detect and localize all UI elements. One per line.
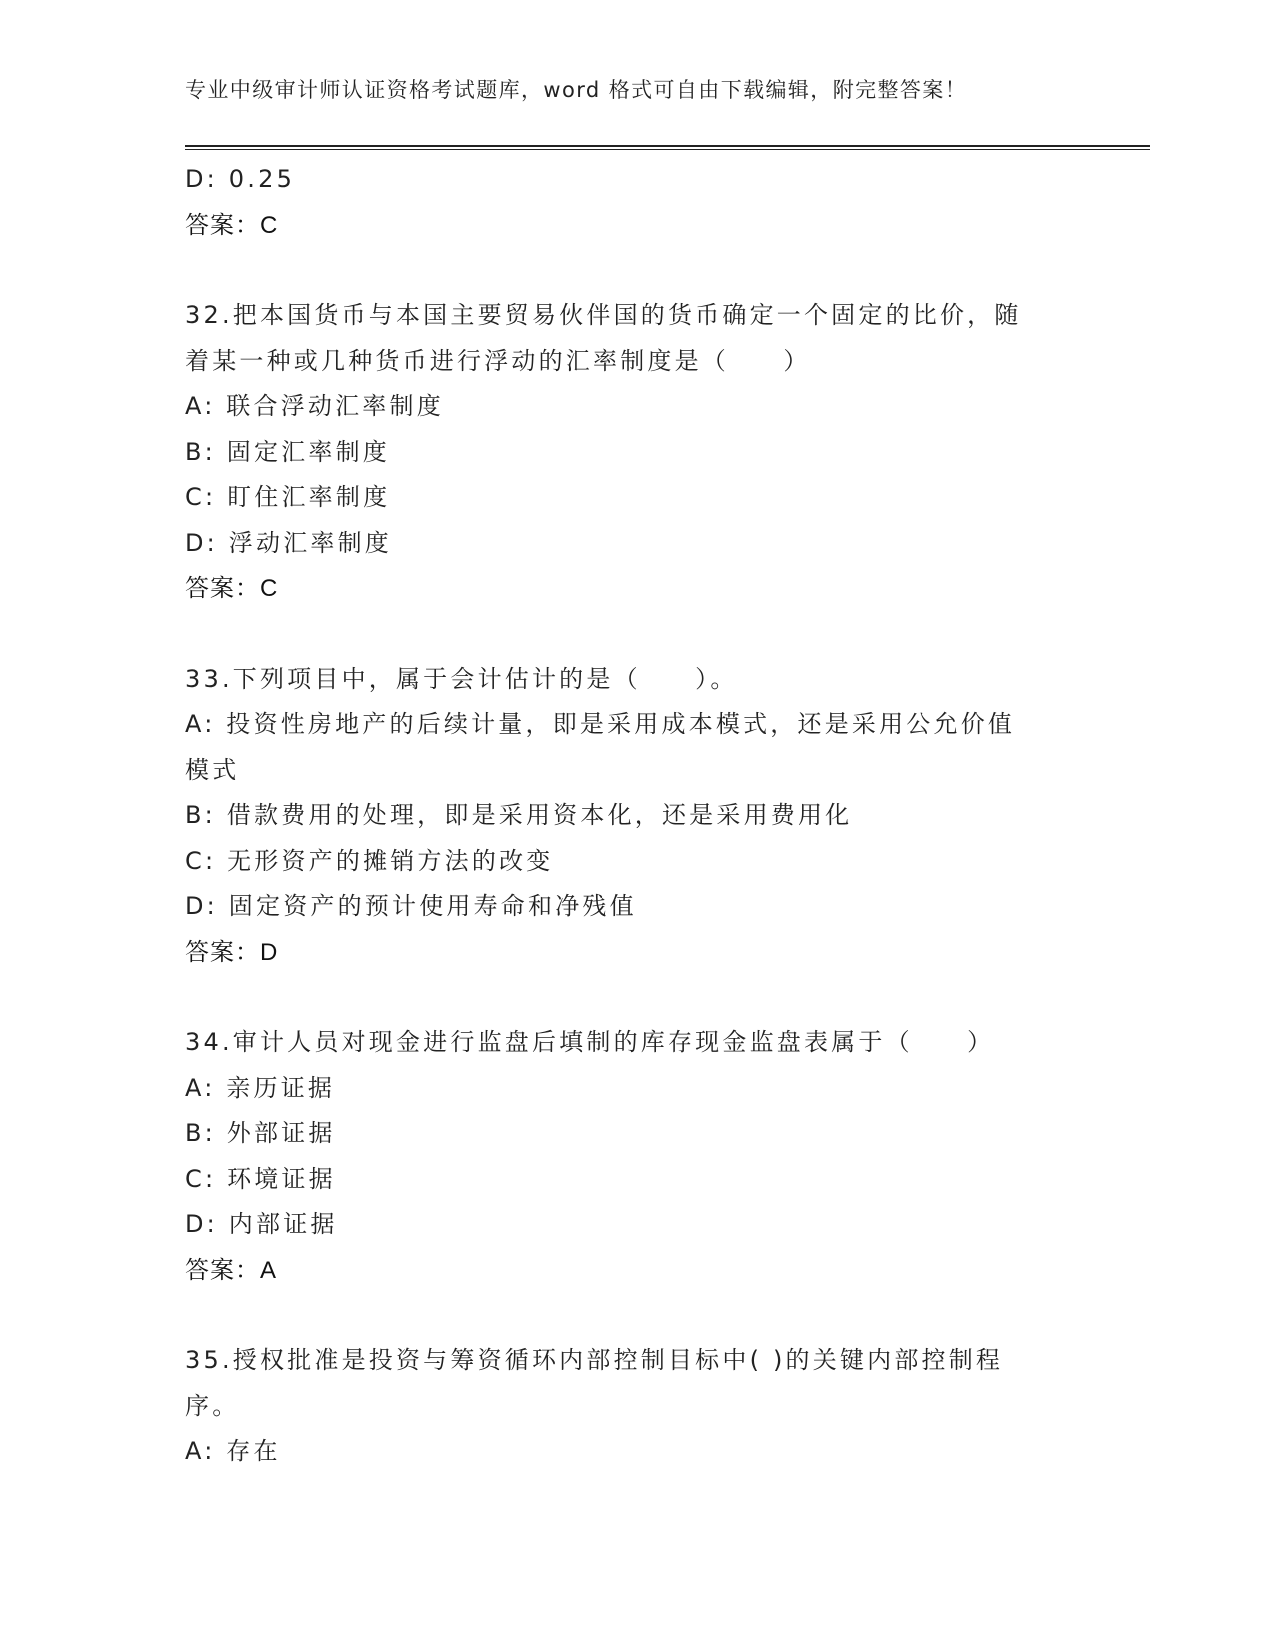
question-block-34 [185, 1020, 1085, 1293]
question-text: 32.把本国货币与本国主要贸易伙伴国的货币确定一个固定的比价，随 [185, 301, 1022, 329]
question-text: 33.下列项目中，属于会计估计的是（ ）。 [185, 664, 738, 693]
option-line: B: 外部证据 [185, 1119, 336, 1147]
option-line: A: 联合浮动汇率制度 [185, 392, 444, 420]
answer-line: 答案：A [185, 1256, 278, 1284]
question-text: 序。 [185, 1391, 240, 1420]
option-line: B: 固定汇率制度 [185, 437, 390, 466]
answer-line: 答案：C [185, 575, 279, 602]
option-line: D: 0.25 [185, 165, 296, 193]
option-line: D: 固定资产的预计使用寿命和净残值 [185, 892, 637, 920]
answer-line: 答案：D [185, 938, 279, 966]
question-gap [185, 975, 1085, 1020]
question-block-31 [185, 157, 1085, 248]
option-line: A: 亲历证据 [185, 1073, 336, 1102]
header-divider [185, 145, 1150, 150]
question-text: 着某一种或几种货币进行浮动的汇率制度是（ ） [185, 346, 811, 375]
option-line: C: 盯住汇率制度 [185, 483, 391, 511]
document-body [185, 157, 1085, 1475]
question-text: 34.审计人员对现金进行监盘后填制的库存现金监盘表属于（ ） [185, 1028, 995, 1056]
option-line: D: 内部证据 [185, 1210, 338, 1238]
question-gap [185, 1293, 1085, 1338]
option-line: C: 无形资产的摊销方法的改变 [185, 846, 554, 875]
answer-line: 答案：C [185, 211, 279, 239]
question-gap [185, 248, 1085, 293]
option-line: A: 投资性房地产的后续计量，即是采用成本模式，还是采用公允价值 [185, 710, 1016, 738]
question-text: 35.授权批准是投资与筹资循环内部控制目标中( )的关键内部控制程 [185, 1346, 1004, 1374]
question-block-35 [185, 1338, 1085, 1475]
question-block-32 [185, 293, 1085, 612]
page-header: 专业中级审计师认证资格考试题库，word 格式可自由下载编辑，附完整答案！ [185, 78, 968, 102]
question-gap [185, 612, 1085, 657]
option-line: B: 借款费用的处理，即是采用资本化，还是采用费用化 [185, 801, 853, 829]
option-line: 模式 [185, 755, 240, 784]
option-line: A: 存在 [185, 1437, 281, 1465]
option-line: D: 浮动汇率制度 [185, 528, 392, 557]
question-block-33 [185, 657, 1085, 976]
option-line: C: 环境证据 [185, 1164, 336, 1193]
